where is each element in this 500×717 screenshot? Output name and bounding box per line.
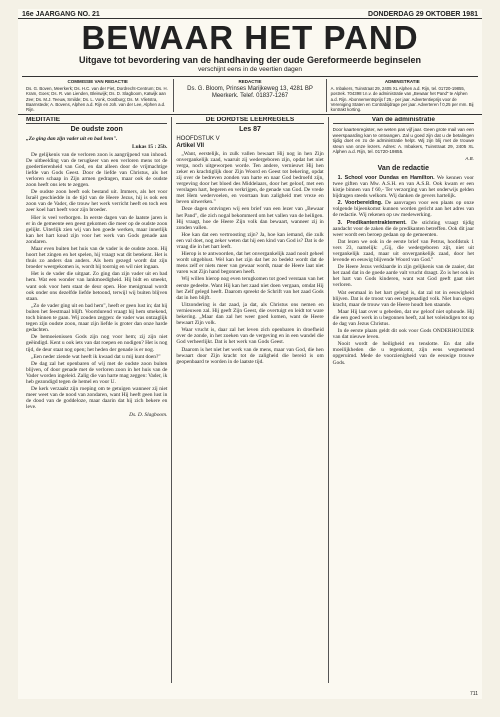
col3-paragraph: De Heere Jezus verklaarde in zijn gelijkenis van de zaaier, dat het zaad dat in de goede aarde valt vrucht draagt. Zo is het ook in het hart van Gods kinderen, want wat God geeft gaat niet verloren.: [332, 264, 474, 289]
redactie-item-text: De aanvragen voor een plaats op onze volgende bijeenkomst kunnen worden gericht aan het adres van de redactie. Wij rekenen op uw medewerking.: [332, 200, 474, 219]
redactie-item-text: De stichting vraagt tijdig aandacht voor de zaken die de predikanten betreffen. Ook dit jaar weer wordt een beroep gedaan op de gemeenten.: [332, 219, 474, 238]
info-bar: [18, 77, 482, 115]
leerregels-paragraph: Wij willen hierop nog even terugkomen tot goed verstaan van het eerste gedeelte. Want Hij kan het zaad niet doen vergaan, omdat Hij het Zelf gelegd heeft. Daarom spreekt de Schrift van het zaad Gods dat in hen blijft.: [176, 276, 324, 301]
redactie-box: [173, 79, 326, 112]
meditatie-reference: Lukas 15 : 25b.: [131, 143, 168, 150]
redactie-item-lead: 3. Predikantentraktement.: [337, 219, 407, 226]
col3-paragraph: Nooit wordt de heiligheid en tenslotte. En dat alle moeilijkheden die u tegenkomt, zijn eens wegnemend opgeruimd. Mede de voorzienigheid van de eeuwige trouwe Gods.: [332, 341, 474, 366]
col3-paragraph: In de eerste plaats geldt dit ook voor Gods ONDERHOUDER van dat nieuwe leven.: [332, 328, 474, 341]
leerregels-issue: Les 87: [239, 126, 261, 134]
commissie-box: [22, 79, 173, 112]
meditatie-column: [22, 117, 172, 683]
leerregels-paragraph: Waar vrucht is, daar zal het leven zich openbaren in droefheid over de zonde, in het zoeken van de vergeving en in een wandel die God verheerlijkt. Dat is het werk van Gods Geest.: [176, 327, 324, 346]
edition-number: 16e JAARGANG NO. 21: [22, 11, 100, 18]
col3-paragraph: Dat lezen we ook in de eerste brief van Petrus, hoofdstuk 1 vers 23, namelijk: „Gij, die wedergeboren zijt, niet uit vergankelijk zaad, maar uit onvergankelijk zaad, door het levende en eeuwig blijvende Woord van God.": [332, 238, 474, 264]
administratie-notice: Door kaartenregister, we weten pas vijf jaar. Geen grote mail van een weerspaarding kan te ontvangen. Zal u goed zijn dat u de betalingen tijdig doet en zo de administratie helpt. Wij zijn blij met de trouwe steun van onze lezers. Adres: A. Inbakers, Tuinstraat 29, 2405 XL Alphen a.d. Rijn, tel. 01720-19855.: [332, 127, 474, 154]
leerregels-paragraph: Uitzondering is dat zaad, ja dat, als Christus ons nemen en vernieuwen zal. Hij geeft Zijn Geest, die overtuigt en leidt tot ware bekering. „Maar dan zal het weer goed komen, want de Heere bewaart Zijn volk.: [176, 301, 324, 327]
redactie-heading: REDACTIE: [238, 79, 262, 84]
administratie-column: [329, 117, 478, 683]
meditatie-paragraph: De gelijkenis van de verloren zoon is aangrijpend van inhoud. De uitbeelding van de terugkeer van een verloren mens tot de goedertierenheid van God, en dat alleen door de vrijmachtige liefde van Gods Geest. Door de liefde van Christus, als het verloren schaap in Zijn armen gedragen, maar ook de oudste zoon heeft ons iets te zeggen.: [26, 151, 168, 189]
leerregels-paragraph: Hierop is te antwoorden, dat het onvergankelijk zaad nooit geheel wordt uitgeblust. Wel kan het zijn dat het zo bedekt wordt dat de mens zelf er niets meer van gewaar wordt, maar de Heere laat niet varen wat Zijn hand begonnen heeft.: [176, 251, 324, 276]
article-columns: [18, 115, 482, 685]
administratie-heading: ADMINISTRATIE: [384, 79, 420, 84]
administratie-signature: A.B.: [465, 156, 474, 162]
meditatie-paragraph: „Een neder ziende wat heeft ik kwaad dat u mij kunt doen?": [31, 353, 161, 360]
col3-paragraph: Wat eenmaal in het hart gelegd is, dat zal tot in eeuwigheid blijven. Dat is de troost van een begenadigd volk. Niet hun eigen kracht, maar de trouw van de Heere houdt hen staande.: [332, 289, 474, 308]
redactie-section-heading: Van de redactie: [377, 164, 429, 172]
administratie-text: A. Inbakers, Tuinstraat 29, 2405 XL Alphen a.d. Rijn, tel. 01720-19855, postrek. 704398 t.n.v. de administratie van „Bewaar het Pand" te Alphen a.d. Rijn. Abonnementsprijs f 25,- per jaar. Advertentieprijs voor de Vereniging Staten en Contrabijdrage per jaar. Adverteren f 0,25 per mm. Bij kontrakt korting.: [330, 86, 474, 113]
redactie-item-text: We kennen voor twee giften van Mw. A.S.H. en van A.S.B. Ook kwam er een kistje binnen van f 60,- Ter verzorging van het onderwijs gelden bijdragen steeds welkom. Wij danken de gevers hartelijk.: [332, 174, 474, 200]
administratie-section-heading: Van de administratie: [333, 117, 474, 124]
meditatie-title: De oudste zoon: [70, 126, 123, 134]
page-number: 711: [470, 691, 478, 697]
administratie-box: [327, 79, 478, 112]
leerregels-chapter: HOOFDSTUK V: [176, 136, 220, 143]
meditatie-paragraph: Het is de vader die uitgaat. Zo ging dan zijn vader uit en bad hem. Wat een wonder van lankmoedigheid. Hij bidt en smeekt, want ook voor hem staat de deur open. Hoe menigmaal wordt ook onder ons dezelfde liefde betoond, terwijl wij buiten blijven staan.: [26, 271, 168, 302]
leerregels-paragraph: Hoe kan dat een vertroosting zijn? Ja, hoe kan iemand, die zulk een val doet, nog zeker weten dat hij een kind van God is? Dat is de vraag die in het hart leeft.: [176, 231, 324, 250]
meditatie-signature: Ds. D. Slagboom.: [129, 412, 168, 419]
meditatie-paragraph: De bemoeienissen Gods zijn nog voor hem; zij zijn niet geëindigd. Kent u ook iets van dat roepen en nodigen? Het is nog tijd, de deur staat nog open; het heden der genade is er nog.: [26, 334, 168, 353]
meditatie-paragraph: Hier is veel verborgen. In eerste dagen van de laatste jaren is er in de gemeente een geest gekomen die meer op de oudste zoon gelijkt. Uiterlijk zien wij van hen goede werken, maar innerlijk kan het hart koud zijn voor het werk van Gods genade aan zondaren.: [26, 214, 168, 245]
publication-frequency: verschijnt eens in de veertien dagen: [197, 66, 303, 73]
col3-paragraph: Maar Hij laat over u gebeden, dat uw geloof niet ophoude. Hij die een goed werk in u begonnen heeft, zal het voleindigen tot op de dag van Jezus Christus.: [332, 308, 474, 327]
redactie-address: Ds. G. Bloom, Prinses Marijkeweg 13, 4281 BP Meerkerk. Telef. 01837-1267: [187, 86, 313, 100]
leerregels-article: Artikel VII: [176, 142, 205, 149]
issue-date: DONDERDAG 29 OKTOBER 1981: [368, 11, 478, 18]
commissie-heading: COMMISSIE VAN REDACTIE: [67, 79, 128, 84]
newspaper-subtitle: Uitgave tot bevordering van de handhaving der oude Gereformeerde beginselen: [78, 55, 422, 65]
leerregels-heading: DE DORDTSE LEERREGELS: [176, 117, 323, 124]
leerregels-paragraph: Deze dagen ontvingen wij een brief van een lezer van „Bewaar het Pand", die zich nogal bekommerd om het vallen van de heiligen. Hij vraagt, hoe de Heere Zijn volk dan bewaart, wanneer zij in zonden vallen.: [176, 206, 324, 231]
redactie-item-lead: 2. Voorbereiding.: [337, 200, 383, 207]
leerregels-column: [172, 117, 328, 683]
meditatie-paragraph: De oudste zoon heeft ook bestand uit. Immers, als het voor Israël geschiedde in de tijd van de Heere Jezus, hij is ook een zoon van de Vader, die trouw het werk verricht heeft en toch een zeer koel hart heeft voor zijn broeder.: [26, 189, 168, 214]
leerregels-paragraph: Daarom is het niet het werk van de mens, maar van God, die hen bewaart door Zijn kracht tot de zaligheid die bereid is om geopenbaard te worden in de laatste tijd.: [176, 346, 324, 365]
newspaper-page: [18, 9, 482, 699]
leerregels-paragraph: „Want, eerstelijk, in zulk vallen bewaart Hij nog in hen Zijn onvergankelijk zaad, waaruit zij wedergeboren zijn, opdat het niet verga, noch uitgeworpen worde. Ten andere, vernieuwt Hij hen zeker en krachtiglijk door Zijn Woord en Geest tot bekering, opdat zij over de bedreven zonden van harte en naar God bedroefd zijn, vergeving door het bloed des Middelaars, door het geloof, met een verslagen hart, begeren en verkrijgen, de genade van God. De vrede met Hem wedervoelen, en voortaan hun zaligheid met vreze en beven uitwerken.": [176, 150, 324, 206]
masthead: [18, 21, 482, 73]
meditatie-heading: MEDITATIE: [26, 117, 167, 124]
meditatie-paragraph: De kerk verzaakt zijn roeping om te getuigen wanneer zij niet meer weet van de nood van zondaren, want Hij heeft geen lust in de dood van de goddeloze, maar daarin dat hij zich bekere en leve.: [26, 386, 168, 411]
meditatie-paragraph: De dag zal het openbaren of wij met de oudste zoon buiten blijven, of door genade met de verloren zoon in het huis van de Vader worden ingeleid. Zalig die van harte mag zeggen: Vader, ik heb gezondigd tegen de hemel en voor U.: [26, 360, 168, 385]
redactie-item: [333, 200, 474, 218]
newspaper-title: BEWAAR HET PAND: [81, 19, 419, 56]
meditatie-quote: „Zo ging dan zijn vader uit en bad hem".: [26, 136, 118, 143]
redactie-item: [333, 220, 474, 238]
meditatie-paragraph: Maar even buiten het huis van de vader is de oudste zoon. Hij hoort het zingen en het spelen, hij vraagt wat dit betekent. Het is thuis zo anders dan anders. Als hem gezegd wordt dat zijn broeder weergekomen is, wordt hij toornig en wil niet ingaan.: [26, 246, 168, 271]
commissie-text: Ds. G. Boven, Meerkerk; Ds. H.C. van der Fiet, Dordrecht-Centrum; Ds. H. Kram, Goes; Ds. R. van Lienden, Bleiswijk; Ds. D. Slagboom, Katwijk aan Zee; Ds. M.J. Teeuw, Smilde; Ds. L. Vonk, Oostburg; Ds. M. Vlietstra, Baarnstede; A. Bovens, Alphen a.d. Rijn en Joh. van der Lee, Alphen a.d. Rijn.: [26, 86, 168, 113]
top-line: [18, 9, 482, 19]
meditatie-paragraph: „Zo de vader ging uit en bad hem", heeft er geen lust in; dat hij buiten het feestmaal blijft. Voortdurend vraagt hij hem smekend, toch binnen te gaan. Wij zouden zeggen: de vader was ontzaglijk tegen zijn oudste zoon, maar zijn liefde is groter dan onze harde gedachten.: [26, 302, 168, 334]
redactie-item-lead: 1. School voor Dundas en Hamilton.: [337, 174, 435, 181]
redactie-item: [333, 175, 474, 199]
